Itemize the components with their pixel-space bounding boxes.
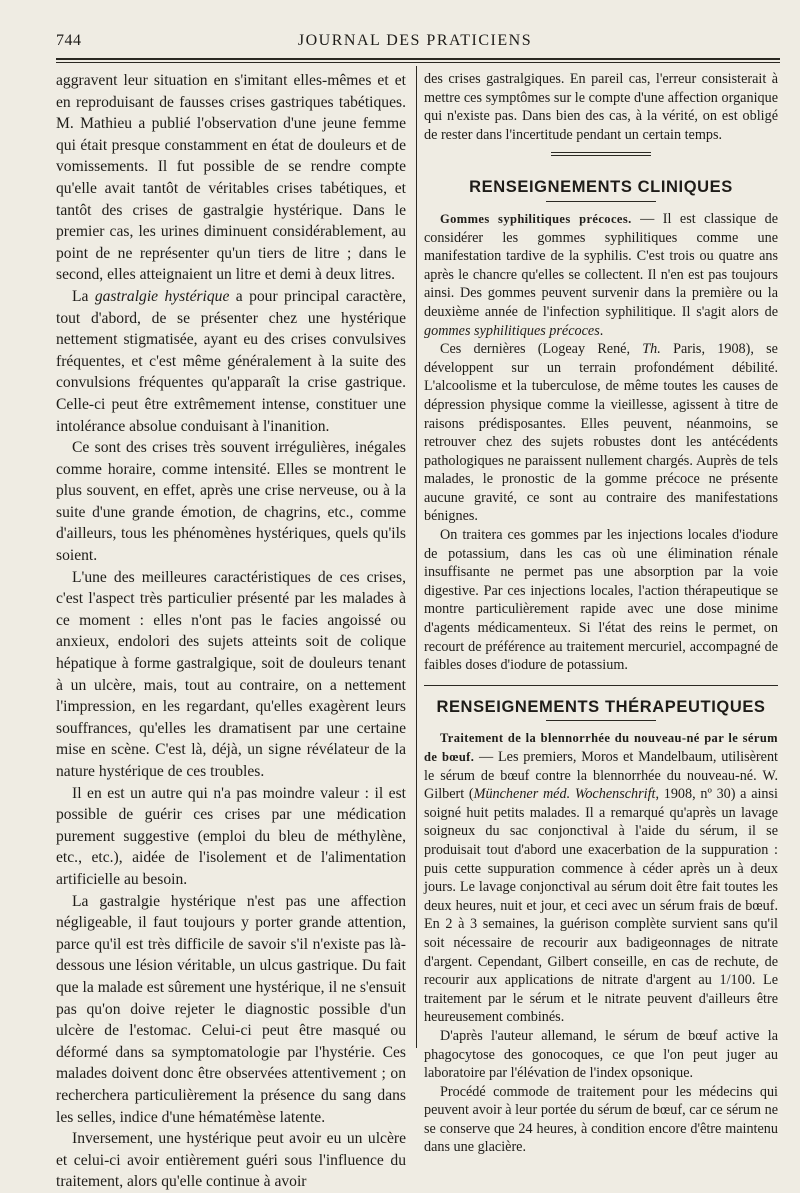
paragraph: [424, 340, 778, 526]
paragraph: D'après l'auteur allemand, le sérum de bœuf active la phagocytose des gonocoques, ce que l'on peut juger au laboratoire par l'élévation de l'index opsonique.: [424, 1027, 778, 1082]
subheading: Traitement de la blennorrhée du nouveau-né par le sérum de bœuf.: [424, 731, 778, 764]
subheading: Gommes syphilitiques précoces.: [440, 211, 632, 226]
paragraph: aggravent leur situation en s'imitant elles-mêmes et et en reproduisant de fausses crises gastriques tabétiques. M. Mathieu a publié l'observation d'une jeune femme qui était presque constamment en état de douleurs et de vomissements. Il fut possible de se rendre compte qu'elle avait tantôt de véritables crises tabétiques, et tantôt des crises de gastralgie hystérique. Dans le premier cas, les urines diminuent considérablement, au point de ne représenter qu'un tiers de litre ; dans le second, elles atteignaient un litre et demi à deux litres.: [56, 72, 406, 284]
paragraph: des crises gastralgiques. En pareil cas, l'erreur consisterait à mettre ces symptômes sur le compte d'une affection organique qui n'existe pas. Dans bien des cas, à la vérité, on est obligé de rester dans l'incertitude pendant un certain temps.: [424, 71, 778, 143]
paragraph: Inversement, une hystérique peut avoir eu un ulcère et celui-ci avoir entièrement guéri sous l'influence du traitement, alors qu'elle continue à avoir: [56, 1130, 406, 1191]
section-title-underline: [546, 201, 656, 202]
text-run: Paris, 1908), se développent sur un terrain profondément débilité. L'alcoolisme et la tuberculose, de même toutes les causes de dépression physique comme la vieillesse, agissent à titre de raisons prédisposantes. Elles peuvent, néanmoins, se retrouver chez des sujets robustes dont les antécédents pathologiques ne paraissent nullement chargés. Auprès de tels malades, le pronostic de la gomme précoce ne présente aucune gravité, ce sont au contraire des manifestations bénignes.: [424, 341, 778, 525]
paragraph: [424, 729, 778, 1027]
section-separator: [551, 152, 651, 153]
emphasis: gastralgie hystérique: [94, 287, 230, 305]
paragraph: L'une des meilleures caractéristiques de ces crises, c'est l'aspect très particulier présenté par les malades à ce moment : elles n'ont pas le facies angoissé ou anxieux, endolori des sujets atteints soit de colique hépatique à forme gastralgique, soit de douleurs tenant à un ulcère, mais, tout au contraire, on a nettement l'impression, en les regardant, qu'elles exagèrent leurs souffrances, qu'elles les dramatisent par une certaine mise en scène. C'est là, déjà, un signe révélateur de la nature hystérique de ces troubles.: [56, 568, 406, 780]
page-header: [56, 28, 774, 56]
journal-title: JOURNAL DES PRATICIENS: [297, 32, 533, 49]
right-column: [424, 70, 778, 1157]
section-title-clinical: RENSEIGNEMENTS CLINIQUES: [469, 178, 733, 197]
text-run: Ces dernières (Logeay René,: [440, 341, 643, 358]
text-run: , 1908, nº 30) a ainsi soigné huit petits malades. Il a remarqué qu'après un lavage soigneux du sac conjonctival à l'aide du sérum, il se produisait tout d'abord une exacerbation de la suppuration : puis cette suppuration commence à céder après un à deux jours. Le lavage conjonctival au sérum doit être fait toutes les deux heures, nuit et jour, et ceci avec un sérum frais de bœuf. En 2 à 3 semaines, la guérison complète survient sans qu'il soit nécessaire de recourir aux badigeonnages de nitrate d'argent. Cependant, Gilbert conseille, en cas de rechute, de recourir aux applications de nitrate d'argent au 1/100. Le traitement par le sérum et le nitrate peuvent d'ailleurs être heureusement combinés.: [424, 786, 778, 1026]
header-rule: [56, 58, 780, 60]
emphasis: Münchener méd. Wochenschrift: [473, 786, 656, 803]
section-separator: [551, 155, 651, 156]
paragraph: Il en est un autre qui n'a pas moindre valeur : il est possible de guérir ces crises par une médication purement suggestive (emploi du bleu de méthylène, etc., etc.), aidée de l'isolement et de l'alimentation artificielle au besoin.: [56, 784, 406, 888]
header-rule-thin: [56, 62, 780, 63]
section-title-therapeutic: RENSEIGNEMENTS THÉRAPEUTIQUES: [436, 697, 766, 716]
paragraph: Ce sont des crises très souvent irrégulières, inégales comme horaire, comme intensité. Elles se montrent le plus souvent, en effet, après une crise nerveuse, ou à la suite d'une grande émotion, de chagrins, etc., comme d'ailleurs, tous les phénomènes hystériques, quels qu'ils soient.: [56, 439, 406, 565]
column-divider: [416, 66, 417, 1048]
emphasis: Th.: [642, 341, 661, 358]
text-run: La: [72, 287, 95, 305]
emphasis: gommes syphilitiques précoces: [424, 322, 600, 339]
text-run: .: [599, 322, 604, 339]
text-run: a pour principal caractère, tout d'abord, de se présenter chez une hystérique nettement stigmatisée, ayant eu des crises convulsives fréquentes, et c'est même généralement à la suite des convulsions fréquentes qu'apparaît la crise gastrique. Celle-ci peut être extrêmement intense, constituer une intolérance absolue conduisant à l'inanition.: [56, 287, 406, 435]
paragraph: On traitera ces gommes par les injections locales d'iodure de potassium, dans les cas où une élimination rénale insuffisante ne permet pas une absorption par la voie digestive. Par ces injections locales, l'action thérapeutique se montre particulièrement rapide avec une dose minime d'agents médicamenteux. Si l'état des reins le permet, on recourt de préférence au traitement mercuriel, accompagné de faibles doses d'iodure de potassium.: [424, 527, 778, 674]
paragraph: [424, 210, 778, 340]
text-run: — Les premiers, Moros et Mandelbaum, utilisèrent le sérum de bœuf contre la blennorrhée du nouveau-né. W. Gilbert (: [424, 749, 778, 803]
text-run: — Il est classique de considérer les gommes syphilitiques comme une manifestation tardive de la syphilis. C'est trois ou quatre ans après le chancre qu'elles se collectent. Il n'en est pas toujours ainsi. Des gommes peuvent survenir dans la première ou la deuxième année de l'infection syphilitique. Il s'agit alors de: [424, 210, 778, 320]
section-separator: [424, 685, 778, 686]
paragraph: La gastralgie hystérique n'est pas une affection négligeable, il faut toujours y porter grande attention, parce qu'il est très difficile de savoir s'il n'existe pas là-dessous une lésion véritable, un ulcus gastrique. Du fait que la malade est sûrement une hystérique, il ne s'ensuit pas qu'on doive rejeter le diagnostic possible d'un ulcère de l'estomac. Celui-ci peut être masqué ou déformé dans sa symptomatologie par l'hystérie. Ces malades doivent donc être observées attentivement ; on recherchera particulièrement la présence du sang dans les selles, indice d'une hématémèse latente.: [56, 892, 406, 1126]
left-column: [56, 70, 406, 1193]
paragraph: [56, 286, 406, 437]
page-number: 744: [56, 32, 82, 49]
paragraph: Procédé commode de traitement pour les médecins qui peuvent avoir à leur portée du sérum de bœuf, car ce sérum ne se conserve que 24 heures, à condition encore d'être maintenu dans une glacière.: [424, 1083, 778, 1156]
section-title-underline: [546, 720, 656, 721]
